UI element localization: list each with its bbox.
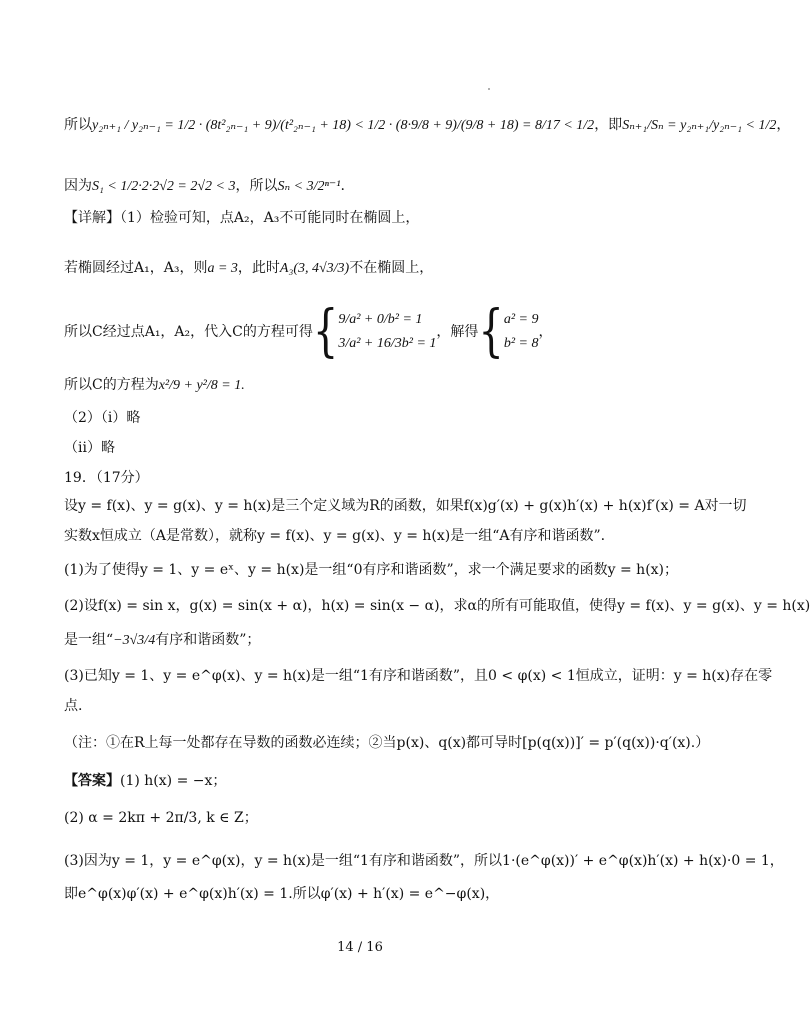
system-eq-2: 3/a² + 16/3b² = 1: [338, 336, 437, 351]
answer-1: (1) h(x) = −x；: [120, 773, 227, 789]
line2-prefix: 因为: [64, 178, 92, 194]
text-line-2: [64, 176, 680, 197]
text-line-11: 实数x恒成立（A是常数），就称y = f(x)、y = g(x)、y = h(x)是一组“A有序和谐函数”.: [64, 528, 606, 544]
answer-line-4: 即e^φ(x)φ′(x) + e^φ(x)h′(x) = 1.所以φ′(x) + h′(x) = e^−φ(x)，: [64, 886, 500, 902]
point-a3: A₃(3, 4√3/3): [279, 261, 350, 276]
page-number: 14 / 16: [337, 940, 383, 955]
text-line-5: [64, 299, 680, 365]
answer-label: 【答案】: [64, 773, 120, 789]
line5-c: ，: [538, 324, 553, 340]
line14-a: 是一组“: [64, 632, 114, 648]
line14-b: 有序和谐函数”；: [155, 632, 261, 648]
constant-fraction: −3√3/4: [113, 633, 156, 648]
solution-b2: b² = 8: [503, 336, 539, 351]
ellipse-equation: x²/9 + y²/8 = 1.: [158, 378, 245, 393]
s1-bound: S₁ < 1/2·2·2√2 = 2√2 < 3: [92, 179, 236, 194]
sum-ratio-inequality: Sₙ₊₁/Sₙ = y₂ₙ₊₁/y₂ₙ₋₁ < 1/2: [622, 118, 777, 133]
text-line-10: 设y = f(x)、y = g(x)、y = h(x)是三个定义域为R的函数，如果f(x)g′(x) + g(x)h′(x) + h(x)f′(x) = A对一切: [64, 498, 747, 514]
system-eq-1: 9/a² + 0/b² = 1: [338, 312, 423, 327]
left-brace: {: [312, 299, 339, 365]
text-line-4: [64, 258, 680, 279]
line1-mid: ，即: [594, 117, 623, 133]
line6-a: 所以C的方程为: [64, 377, 159, 393]
subquestion-2: (2)设f(x) = sin x，g(x) = sin(x + α)，h(x) = sin(x − α)，求α的所有可能取值，使得y = f(x)、y = g(x)、y = h(x): [64, 598, 810, 614]
stray-dot: [488, 88, 490, 90]
note-line: （注：①在R上每一处都存在导数的函数必连续；②当p(x)、q(x)都可导时[p(q(x))]′ = p′(q(x))·q′(x).）: [64, 735, 710, 751]
a-equals-3: a = 3: [207, 261, 238, 276]
question-19-heading: 19．（17分）: [64, 470, 149, 486]
subquestion-1: (1)为了使得y = 1、y = eˣ、y = h(x)是一组“0有序和谐函数”，求一个满足要求的函数y = h(x)；: [64, 562, 679, 578]
solution-a2: a² = 9: [503, 312, 539, 327]
text-line-6: [64, 375, 680, 396]
text-line-3: 【详解】（1）检验可知，点A₂，A₃不可能同时在椭圆上，: [64, 210, 420, 226]
line4-a: 若椭圆经过A₁，A₃，则: [64, 260, 208, 276]
line5-b: ，解得: [436, 324, 479, 340]
line4-b: ，此时: [237, 260, 280, 276]
answer-line-2: (2) α = 2kπ + 2π/3, k ∈ Z；: [64, 810, 258, 826]
line2-mid: ，所以: [235, 178, 278, 194]
line4-c: 不在椭圆上，: [349, 260, 434, 276]
sn-bound: Sₙ < 3/2ⁿ⁻¹: [277, 179, 341, 194]
text-line-14: [64, 630, 680, 651]
text-line-16: 点.: [64, 698, 83, 714]
line1-end: ，: [776, 117, 791, 133]
solution-system: [504, 310, 539, 354]
ratio-inequality: y₂ₙ₊₁ / y₂ₙ₋₁ = 1/2 · (8t²₂ₙ₋₁ + 9)/(t²₂ₙ₋₁ + 18) < 1/2 · (8·9/8 + 9)/(9/8 + 18) = 8/17 < 1/2: [92, 118, 595, 133]
left-brace-solution: {: [478, 299, 504, 365]
text-line-7: （2）（i）略: [64, 410, 141, 426]
answer-line-3: (3)因为y = 1，y = e^φ(x)，y = h(x)是一组“1有序和谐函数”，所以1·(e^φ(x))′ + e^φ(x)h′(x) + h(x)·0 = 1，: [64, 853, 784, 869]
answer-line-1: [64, 771, 680, 791]
line1-prefix: 所以: [64, 117, 92, 133]
line5-a: 所以C经过点A₁，A₂，代入C的方程可得: [64, 324, 313, 340]
subquestion-3: (3)已知y = 1、y = e^φ(x)、y = h(x)是一组“1有序和谐函数”，且0 < φ(x) < 1恒成立，证明：y = h(x)存在零: [64, 668, 773, 684]
text-line-8: （ii）略: [64, 440, 115, 456]
line2-end: .: [340, 178, 345, 194]
text-line-1: [64, 115, 791, 136]
equation-system: [338, 310, 436, 354]
